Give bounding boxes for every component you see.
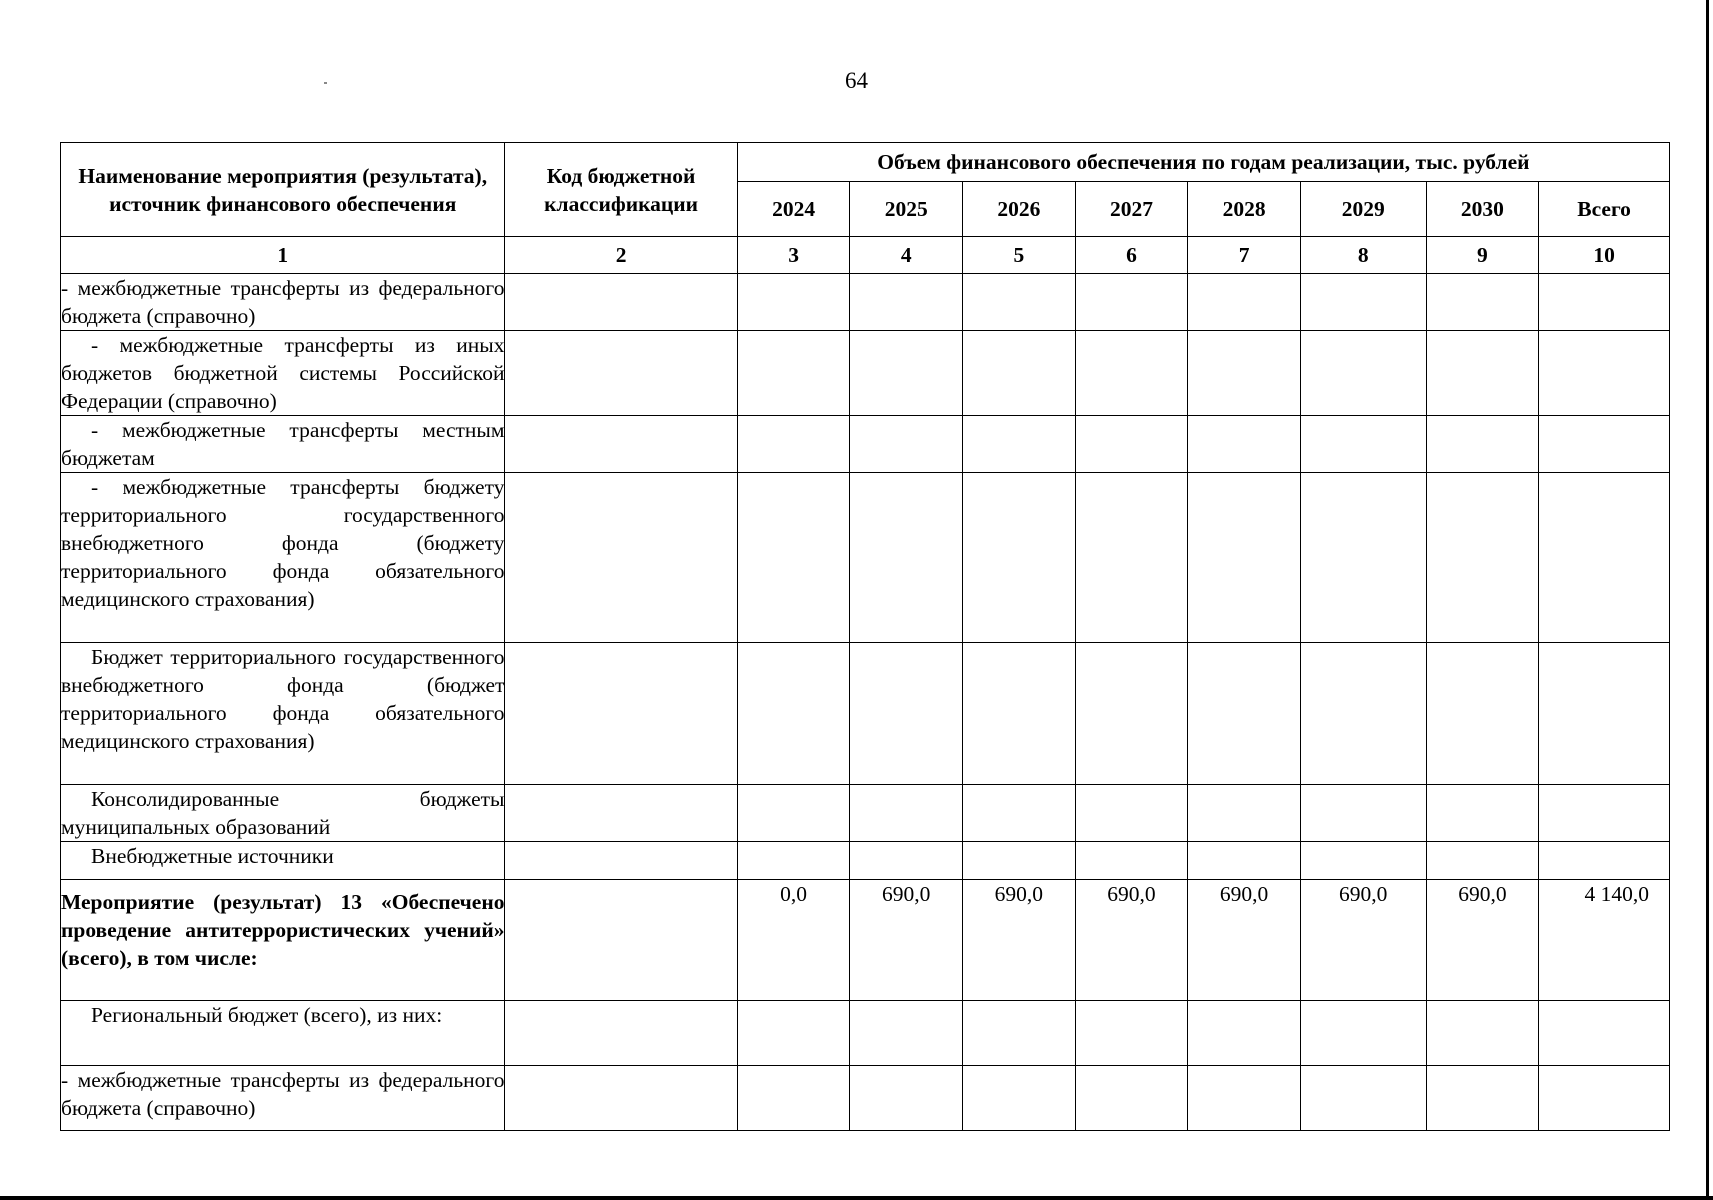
row-budget-code xyxy=(505,1001,737,1066)
row-value-2024 xyxy=(737,1066,850,1131)
row-value-2025 xyxy=(850,1001,963,1066)
row-value-2027 xyxy=(1075,785,1188,842)
row-value-2026 xyxy=(963,1001,1076,1066)
row-name: Мероприятие (результат) 13 «Обеспечено проведение антитеррористических учений» (всего), в том числе: xyxy=(61,880,505,1001)
row-value-2029 xyxy=(1300,643,1426,785)
table-row xyxy=(61,473,1670,643)
row-value-2027 xyxy=(1075,331,1188,416)
row-value-2028 xyxy=(1188,274,1301,331)
row-value-2024 xyxy=(737,643,850,785)
row-value-2028 xyxy=(1188,473,1301,643)
row-value-2028 xyxy=(1188,842,1301,880)
row-value-total xyxy=(1539,274,1670,331)
page-number: 64 xyxy=(845,68,868,93)
row-value-2027 xyxy=(1075,416,1188,473)
row-value-2027 xyxy=(1075,643,1188,785)
row-value-2027 xyxy=(1075,473,1188,643)
header-volume: Объем финансового обеспечения по годам реализации, тыс. рублей xyxy=(737,143,1669,182)
row-budget-code xyxy=(505,416,737,473)
row-value-2028 xyxy=(1188,331,1301,416)
row-value-2024 xyxy=(737,842,850,880)
row-value-2028 xyxy=(1188,416,1301,473)
sheet-edge-right xyxy=(1706,0,1709,1200)
row-budget-code xyxy=(505,880,737,1001)
row-value-2024 xyxy=(737,1001,850,1066)
row-value-2028 xyxy=(1188,1066,1301,1131)
row-budget-code xyxy=(505,785,737,842)
row-value-2030 xyxy=(1426,416,1539,473)
row-value-2025 xyxy=(850,416,963,473)
row-value-total xyxy=(1539,643,1670,785)
row-budget-code xyxy=(505,274,737,331)
row-budget-code xyxy=(505,1066,737,1131)
row-value-2025 xyxy=(850,785,963,842)
row-value-2024 xyxy=(737,785,850,842)
row-value-2024: 0,0 xyxy=(737,880,850,1001)
row-value-total: 4 140,0 xyxy=(1539,880,1670,1001)
header-year-2025: 2025 xyxy=(850,182,963,237)
row-value-2026 xyxy=(963,274,1076,331)
row-value-2030 xyxy=(1426,274,1539,331)
row-name: - межбюджетные трансферты из федерального бюджета (справочно) xyxy=(61,1066,505,1131)
row-value-2025: 690,0 xyxy=(850,880,963,1001)
row-value-2025 xyxy=(850,274,963,331)
row-name: - межбюджетные трансферты бюджету территориального государственного внебюджетного фонда (бюджету территориального фонда обязательного медицинского страхования) xyxy=(61,473,505,643)
table-row xyxy=(61,842,1670,880)
row-value-total xyxy=(1539,331,1670,416)
row-value-2026 xyxy=(963,331,1076,416)
row-value-2029 xyxy=(1300,331,1426,416)
row-value-2028: 690,0 xyxy=(1188,880,1301,1001)
header-name: Наименование мероприятия (результата), источник финансового обеспечения xyxy=(61,143,505,237)
table-row xyxy=(61,416,1670,473)
row-value-2029 xyxy=(1300,842,1426,880)
row-value-2024 xyxy=(737,473,850,643)
row-value-total xyxy=(1539,1066,1670,1131)
column-number: 5 xyxy=(963,237,1076,274)
row-value-2028 xyxy=(1188,643,1301,785)
row-budget-code xyxy=(505,331,737,416)
column-number: 9 xyxy=(1426,237,1539,274)
row-value-2029 xyxy=(1300,785,1426,842)
row-value-2030 xyxy=(1426,473,1539,643)
row-value-2024 xyxy=(737,331,850,416)
sheet-edge-bottom xyxy=(0,1196,1713,1200)
column-number: 2 xyxy=(505,237,737,274)
row-value-2025 xyxy=(850,473,963,643)
table-row xyxy=(61,880,1670,1001)
row-value-2029 xyxy=(1300,1001,1426,1066)
column-number: 1 xyxy=(61,237,505,274)
row-value-2029 xyxy=(1300,416,1426,473)
row-value-2026 xyxy=(963,785,1076,842)
row-value-2030 xyxy=(1426,1001,1539,1066)
row-value-2028 xyxy=(1188,785,1301,842)
row-value-2025 xyxy=(850,1066,963,1131)
row-value-2026: 690,0 xyxy=(963,880,1076,1001)
row-value-2025 xyxy=(850,842,963,880)
header-year-2026: 2026 xyxy=(963,182,1076,237)
row-value-2027 xyxy=(1075,274,1188,331)
row-value-2026 xyxy=(963,643,1076,785)
row-value-2026 xyxy=(963,842,1076,880)
row-budget-code xyxy=(505,473,737,643)
row-value-2027 xyxy=(1075,1001,1188,1066)
row-value-2030 xyxy=(1426,842,1539,880)
row-value-total xyxy=(1539,1001,1670,1066)
row-value-2026 xyxy=(963,473,1076,643)
row-value-2030 xyxy=(1426,331,1539,416)
row-value-2026 xyxy=(963,1066,1076,1131)
row-value-2025 xyxy=(850,331,963,416)
row-name: Региональный бюджет (всего), из них: xyxy=(61,1001,505,1066)
header-year-2024: 2024 xyxy=(737,182,850,237)
row-value-total xyxy=(1539,785,1670,842)
row-value-2025 xyxy=(850,643,963,785)
row-value-2029 xyxy=(1300,274,1426,331)
row-value-2029 xyxy=(1300,1066,1426,1131)
row-name: - межбюджетные трансферты из иных бюджетов бюджетной системы Российской Федерации (справочно) xyxy=(61,331,505,416)
budget-table xyxy=(60,142,1670,1131)
header-year-2029: 2029 xyxy=(1300,182,1426,237)
row-value-2030 xyxy=(1426,785,1539,842)
column-number: 3 xyxy=(737,237,850,274)
row-value-2026 xyxy=(963,416,1076,473)
row-value-total xyxy=(1539,842,1670,880)
column-number: 8 xyxy=(1300,237,1426,274)
row-value-2030: 690,0 xyxy=(1426,880,1539,1001)
row-value-2029 xyxy=(1300,473,1426,643)
column-number: 4 xyxy=(850,237,963,274)
table-row xyxy=(61,1066,1670,1131)
column-number: 7 xyxy=(1188,237,1301,274)
row-value-2027: 690,0 xyxy=(1075,880,1188,1001)
row-name: - межбюджетные трансферты местным бюджетам xyxy=(61,416,505,473)
header-total: Всего xyxy=(1539,182,1670,237)
row-value-2028 xyxy=(1188,1001,1301,1066)
column-number: 6 xyxy=(1075,237,1188,274)
header-year-2028: 2028 xyxy=(1188,182,1301,237)
header-year-2027: 2027 xyxy=(1075,182,1188,237)
row-value-2029: 690,0 xyxy=(1300,880,1426,1001)
table-row xyxy=(61,785,1670,842)
row-value-2024 xyxy=(737,416,850,473)
row-value-2027 xyxy=(1075,1066,1188,1131)
row-name: Бюджет территориального государственного внебюджетного фонда (бюджет территориального фонда обязательного медицинского страхования) xyxy=(61,643,505,785)
row-value-2030 xyxy=(1426,643,1539,785)
table-row xyxy=(61,274,1670,331)
row-name: Внебюджетные источники xyxy=(61,842,505,880)
row-budget-code xyxy=(505,842,737,880)
row-value-2024 xyxy=(737,274,850,331)
header-code: Код бюджетной классификации xyxy=(505,143,737,237)
table-row xyxy=(61,1001,1670,1066)
row-value-total xyxy=(1539,473,1670,643)
table-row xyxy=(61,643,1670,785)
row-name: - межбюджетные трансферты из федерального бюджета (справочно) xyxy=(61,274,505,331)
table-row xyxy=(61,331,1670,416)
column-number-row xyxy=(61,237,1670,274)
row-value-total xyxy=(1539,416,1670,473)
row-budget-code xyxy=(505,643,737,785)
row-value-2030 xyxy=(1426,1066,1539,1131)
column-number: 10 xyxy=(1539,237,1670,274)
row-value-2027 xyxy=(1075,842,1188,880)
row-name: Консолидированные бюджеты муниципальных образований xyxy=(61,785,505,842)
header-year-2030: 2030 xyxy=(1426,182,1539,237)
